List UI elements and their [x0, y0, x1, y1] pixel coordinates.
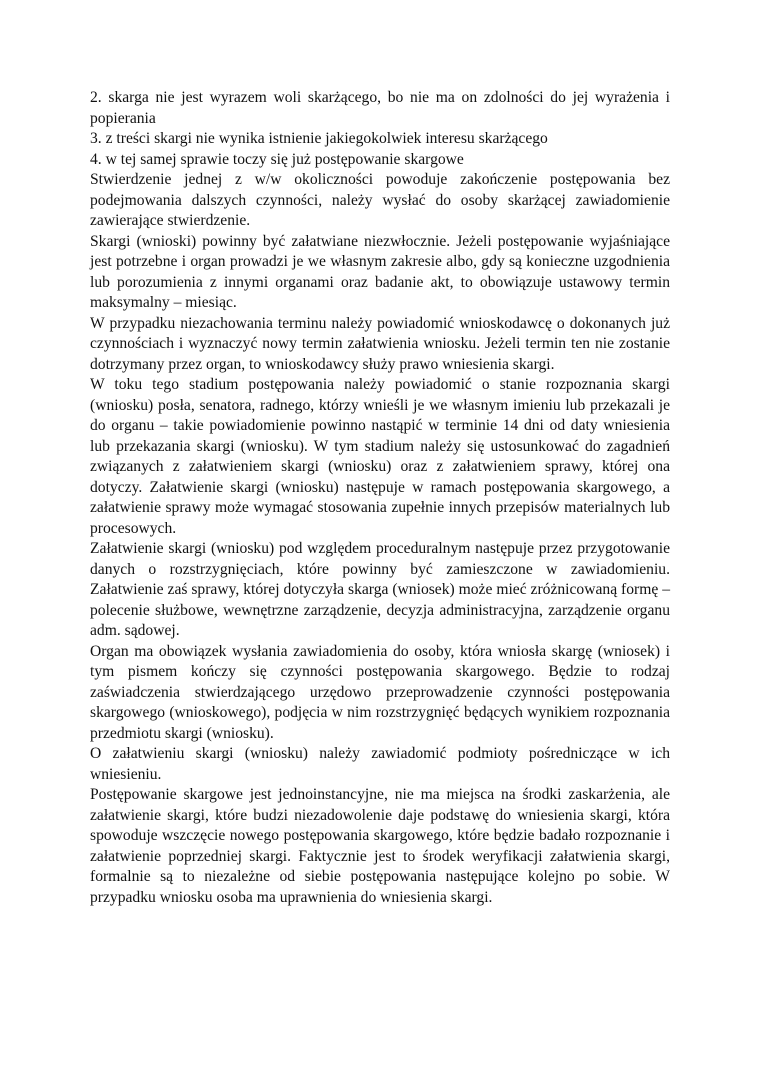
paragraph-item-3: 3. z treści skargi nie wynika istnienie jakiegokolwiek interesu skarżącego: [90, 130, 548, 147]
paragraph-missed-deadline: W przypadku niezachowania terminu należy powiadomić wnioskodawcę o dokonanych już czynnościach i wyznaczyć nowy termin załatwienia wniosku. Jeżeli termin ten nie zostanie dotrzymany przez organ, to wnioskodawcy służy prawo wniesienia skargi.: [90, 314, 670, 373]
paragraph-termination: Stwierdzenie jednej z w/w okoliczności powoduje zakończenie postępowania bez podejmowania dalszych czynności, należy wysłać do osoby skarżącej zawiadomienie zawierające stwierdzenie.: [90, 171, 670, 229]
paragraph-intermediaries: O załatwieniu skargi (wniosku) należy zawiadomić podmioty pośredniczące w ich wniesieniu.: [90, 745, 670, 783]
paragraph-procedural-handling: Załatwienie skargi (wniosku) pod względem proceduralnym następuje przez przygotowanie danych o rozstrzygnięciach, które powinny być zamieszczone w zawiadomieniu. Załatwienie zaś sprawy, której dotyczyła skarga (wniosek) może mieć zróżnicowaną formę – polecenie służbowe, wewnętrzne zarządzenie, decyzja administracyjna, zarządzenie organu adm. sądowej.: [90, 540, 670, 639]
paragraph-notification-stage: W toku tego stadium postępowania należy powiadomić o stanie rozpoznania skargi (wniosku) posła, senatora, radnego, którzy wnieśli je we własnym imieniu lub przekazali je do organu – takie powiadomienie powinno nastąpić w terminie 14 dni od daty wniesienia lub przekazania skargi (wniosku). W tym stadium należy się ustosunkować do zagadnień związanych z załatwieniem skargi (wniosku) oraz z załatwieniem sprawy, której ona dotyczy. Załatwienie skargi (wniosku) następuje w ramach postępowania skargowego, a załatwienie sprawy może wymagać stosowania zupełnie innych przepisów materialnych lub procesowych.: [90, 376, 670, 537]
paragraph-deadline: Skargi (wnioski) powinny być załatwiane niezwłocznie. Jeżeli postępowanie wyjaśniające jest potrzebne i organ prowadzi je we własnym zakresie albo, gdy są konieczne uzgodnienia lub porozumienia z innymi organami oraz badanie akt, to obowiązuje ustawowy termin maksymalny – miesiąc.: [90, 232, 670, 311]
paragraph-item-4: 4. w tej samej sprawie toczy się już postępowanie skargowe: [90, 150, 464, 168]
paragraph-item-2: 2. skarga nie jest wyrazem woli skarżącego, bo nie ma on zdolności do jej wyrażenia i popierania: [90, 89, 670, 127]
paragraph-organ-obligation: Organ ma obowiązek wysłania zawiadomienia do osoby, która wniosła skargę (wniosek) i tym pismem kończy się czynności postępowania skargowego. Będzie to rodzaj zaświadczenia stwierdzającego urzędowo przeprowadzenie czynności postępowania skargowego (wnioskowego), podjęcia w nim rozstrzygnięć będących wynikiem rozpoznania przedmiotu skargi (wniosku).: [90, 642, 670, 742]
paragraph-single-instance: Postępowanie skargowe jest jednoinstancyjne, nie ma miejsca na środki zaskarżenia, ale załatwienie skargi, które budzi niezadowolenie daje podstawę do wniesienia skargi, która spowoduje wszczęcie nowego postępowania skargowego, które będzie badało rozpoznanie i załatwienie poprzedniej skargi. Faktycznie jest to środek weryfikacji załatwienia skargi, formalnie są to niezależne od siebie postępowania następujące kolejno po sobie. W przypadku wniosku osoba ma uprawnienia do wniesienia skargi.: [90, 786, 670, 906]
